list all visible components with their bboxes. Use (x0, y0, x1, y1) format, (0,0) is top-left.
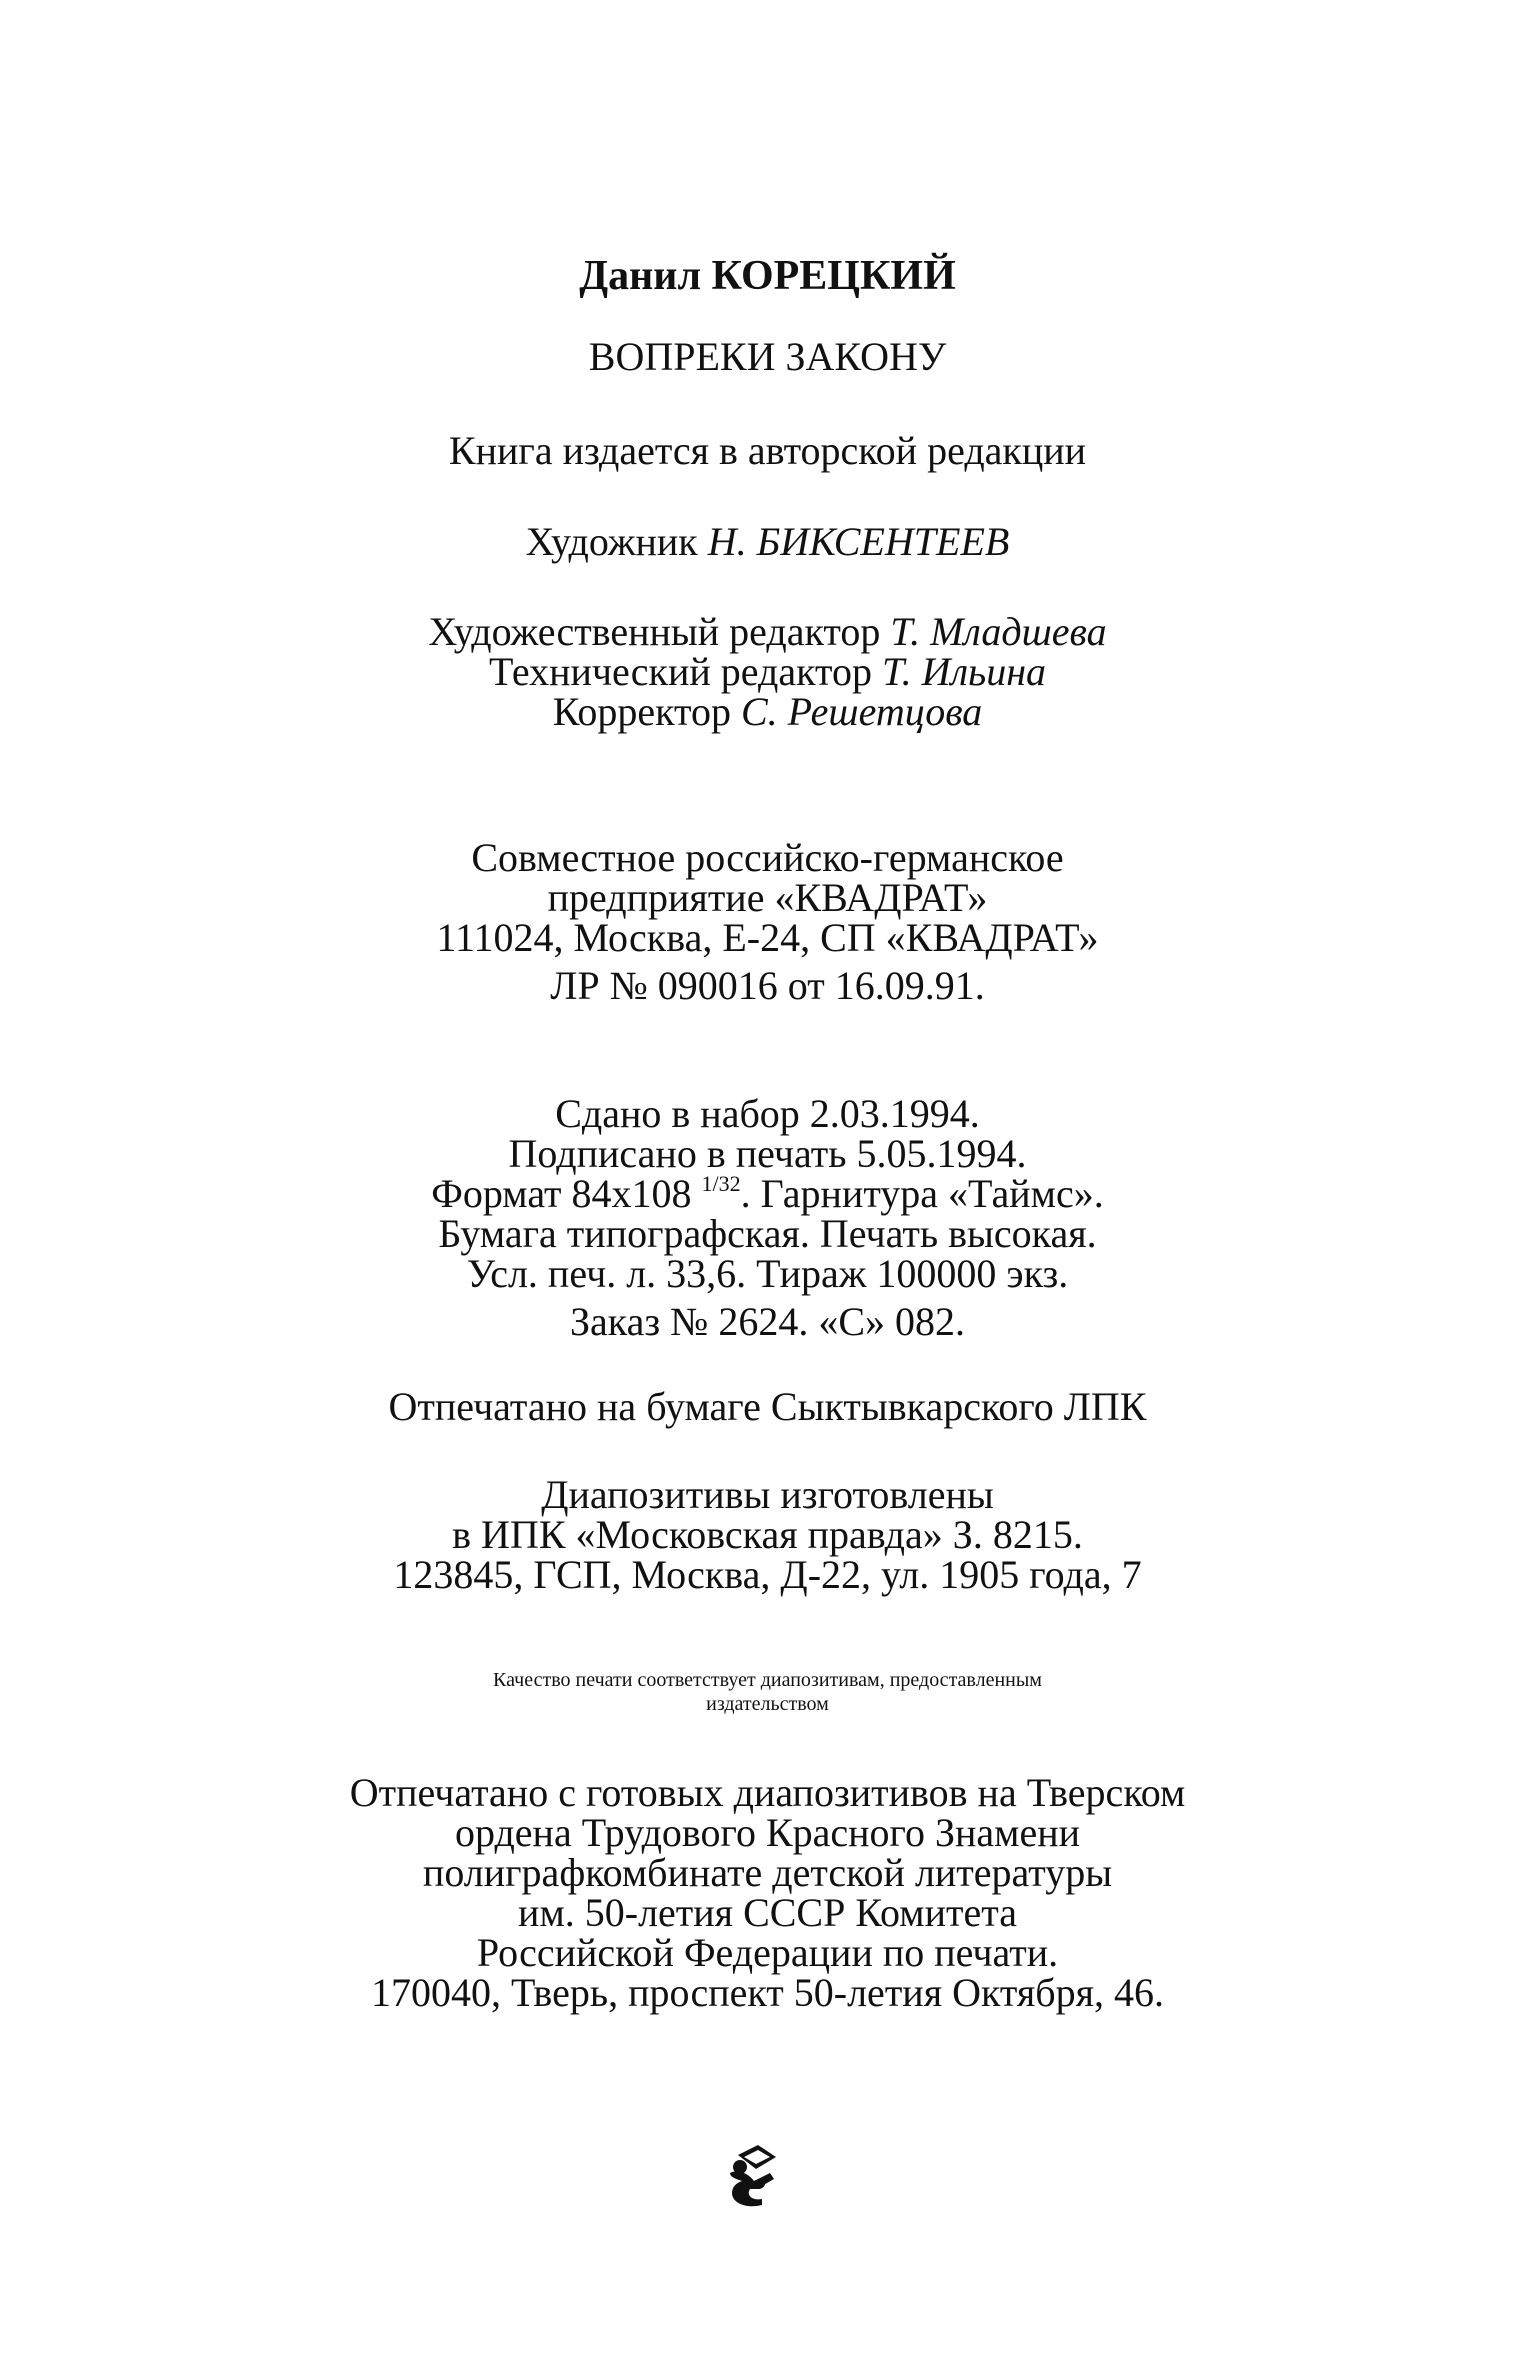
author-name: Данил КОРЕЦКИЙ (579, 253, 956, 299)
printer-line: ордена Трудового Красного Знамени (454, 1810, 1081, 1855)
book-title: ВОПРЕКИ ЗАКОНУ (588, 334, 947, 379)
quality-line: Качество печати соответствует диапозитивам, предоставленным (493, 1669, 1042, 1691)
paper-type-line: Бумага типографская. Печать высокая. (438, 1211, 1097, 1256)
printer-address: 170040, Тверь, проспект 50-летия Октября, 46. (370, 1970, 1164, 2015)
slides-block (0, 1472, 1535, 1597)
staff-role: Художественный редактор (428, 609, 881, 654)
print-run-line: Усл. печ. л. 33,6. Тираж 100000 экз. (466, 1251, 1069, 1296)
order-number-line: Заказ № 2624. «С» 082. (569, 1299, 966, 1344)
format-prefix: Формат 84х108 (431, 1171, 692, 1216)
staff-name: Т. Ильина (881, 649, 1047, 694)
typesetting-date: Сдано в набор 2.03.1994. (555, 1091, 980, 1136)
signed-to-print-date: Подписано в печать 5.05.1994. (508, 1131, 1027, 1176)
format-suffix: . Гарнитура «Таймс». (740, 1171, 1104, 1216)
publisher-block (0, 835, 1535, 1008)
staff-line (0, 649, 1535, 694)
slides-line: Диапозитивы изготовлены (541, 1472, 994, 1517)
printer-reader-logo-icon (724, 2143, 780, 2209)
publisher-address: 111024, Москва, Е-24, СП «КВАДРАТ» (436, 915, 1099, 960)
edition-note: Книга издается в авторской редакции (448, 428, 1087, 473)
publisher-line: Совместное российско-германское (471, 835, 1064, 880)
artist-role: Художник (525, 519, 698, 564)
staff-role: Технический редактор (488, 649, 872, 694)
slides-line: в ИПК «Московская правда» З. 8215. (452, 1512, 1083, 1557)
slides-address: 123845, ГСП, Москва, Д-22, ул. 1905 года, 7 (393, 1552, 1142, 1597)
staff-line (0, 609, 1535, 654)
printer-line: полиграфкомбинате детской литературы (422, 1850, 1113, 1895)
artist-name: Н. БИКСЕНТЕЕВ (707, 519, 1010, 564)
printer-line: Российской Федерации по печати. (476, 1930, 1059, 1975)
printer-block (0, 1770, 1535, 2015)
quality-line: издательством (706, 1693, 829, 1715)
publisher-line: предприятие «КВАДРАТ» (547, 875, 988, 920)
printer-line: им. 50-летия СССР Комитета (518, 1890, 1017, 1935)
printer-line: Отпечатано с готовых диапозитивов на Тверском (349, 1770, 1186, 1815)
quality-note (0, 1668, 1535, 1716)
format-line (0, 1171, 1535, 1216)
format-fraction: 1/32 (701, 1171, 741, 1196)
staff-role: Корректор (552, 689, 731, 734)
staff-name: С. Решетцова (741, 689, 983, 734)
publisher-license: ЛР № 090016 от 16.09.91. (550, 963, 985, 1008)
print-data-block (0, 1091, 1535, 1344)
artist-credit (0, 518, 1535, 565)
staff-name: Т. Младшева (890, 609, 1107, 654)
staff-line (0, 689, 1535, 734)
editorial-staff (0, 609, 1535, 734)
paper-note: Отпечатано на бумаге Сыктывкарского ЛПК (388, 1384, 1147, 1429)
